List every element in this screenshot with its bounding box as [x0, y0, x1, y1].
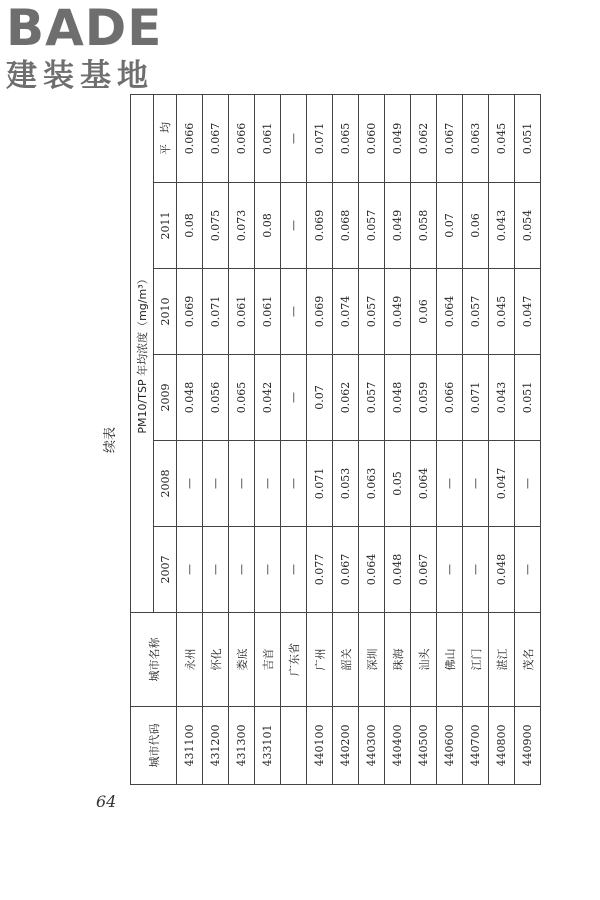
- header-city-code: 城市代码: [131, 707, 177, 785]
- value-cell: 0.065: [229, 355, 255, 441]
- value-cell: 0.051: [515, 94, 541, 182]
- rotated-table-area: [100, 95, 535, 785]
- page-number: 64: [96, 792, 117, 811]
- city-name-cell: 广东省: [281, 613, 307, 707]
- header-year: 2011: [154, 183, 177, 269]
- value-cell: 0.043: [489, 183, 515, 269]
- value-cell: 0.068: [333, 183, 359, 269]
- value-cell: 0.073: [229, 183, 255, 269]
- city-code-cell: 440600: [437, 707, 463, 785]
- bade-logo: [0, 0, 180, 100]
- value-cell: 0.064: [411, 441, 437, 527]
- table-row: [307, 94, 333, 784]
- value-cell: —: [281, 269, 307, 355]
- header-year: 2008: [154, 441, 177, 527]
- city-name-cell: 江门: [463, 613, 489, 707]
- city-name-cell: 深圳: [359, 613, 385, 707]
- value-cell: 0.048: [385, 527, 411, 613]
- header-pm10-group: PM10/TSP 年均浓度（mg/m³）: [131, 94, 154, 612]
- value-cell: 0.071: [463, 355, 489, 441]
- city-name-cell: 永州: [177, 613, 203, 707]
- city-code-cell: 440200: [333, 707, 359, 785]
- value-cell: 0.061: [229, 269, 255, 355]
- city-code-cell: [281, 707, 307, 785]
- table-row: [489, 94, 515, 784]
- value-cell: —: [463, 527, 489, 613]
- value-cell: —: [177, 441, 203, 527]
- value-cell: 0.06: [463, 183, 489, 269]
- city-code-cell: 440400: [385, 707, 411, 785]
- value-cell: 0.043: [489, 355, 515, 441]
- table-row: [229, 94, 255, 784]
- city-name-cell: 湛江: [489, 613, 515, 707]
- value-cell: 0.08: [177, 183, 203, 269]
- value-cell: 0.045: [489, 94, 515, 182]
- table-row: [333, 94, 359, 784]
- value-cell: 0.066: [437, 355, 463, 441]
- logo-subtitle: 建装基地: [6, 58, 154, 94]
- value-cell: —: [281, 94, 307, 182]
- value-cell: 0.07: [437, 183, 463, 269]
- value-cell: 0.08: [255, 183, 281, 269]
- city-code-cell: 433101: [255, 707, 281, 785]
- value-cell: —: [255, 527, 281, 613]
- table-row: [203, 94, 229, 784]
- value-cell: 0.071: [307, 94, 333, 182]
- city-name-cell: 茂名: [515, 613, 541, 707]
- table-row: [437, 94, 463, 784]
- value-cell: 0.057: [359, 355, 385, 441]
- value-cell: 0.071: [203, 269, 229, 355]
- value-cell: 0.061: [255, 94, 281, 182]
- value-cell: —: [229, 441, 255, 527]
- value-cell: —: [203, 441, 229, 527]
- value-cell: 0.060: [359, 94, 385, 182]
- city-code-cell: 440100: [307, 707, 333, 785]
- header-city-name: 城市名称: [131, 613, 177, 707]
- value-cell: 0.053: [333, 441, 359, 527]
- city-name-cell: 韶关: [333, 613, 359, 707]
- value-cell: 0.067: [203, 94, 229, 182]
- city-code-cell: 440800: [489, 707, 515, 785]
- value-cell: 0.049: [385, 269, 411, 355]
- city-code-cell: 431300: [229, 707, 255, 785]
- value-cell: 0.048: [177, 355, 203, 441]
- value-cell: 0.049: [385, 183, 411, 269]
- value-cell: 0.047: [515, 269, 541, 355]
- city-name-cell: 珠海: [385, 613, 411, 707]
- rotated-content: [100, 95, 535, 785]
- value-cell: 0.071: [307, 441, 333, 527]
- value-cell: —: [281, 183, 307, 269]
- value-cell: 0.064: [437, 269, 463, 355]
- value-cell: 0.062: [411, 94, 437, 182]
- value-cell: 0.069: [307, 183, 333, 269]
- city-name-cell: 娄底: [229, 613, 255, 707]
- value-cell: 0.07: [307, 355, 333, 441]
- city-code-cell: 440500: [411, 707, 437, 785]
- value-cell: 0.057: [463, 269, 489, 355]
- city-name-cell: 汕头: [411, 613, 437, 707]
- city-name-cell: 吉首: [255, 613, 281, 707]
- value-cell: —: [281, 355, 307, 441]
- value-cell: —: [229, 527, 255, 613]
- value-cell: 0.059: [411, 355, 437, 441]
- value-cell: 0.049: [385, 94, 411, 182]
- value-cell: —: [281, 527, 307, 613]
- table-row: [177, 94, 203, 784]
- continued-caption: 续表: [103, 427, 118, 454]
- value-cell: 0.067: [437, 94, 463, 182]
- value-cell: —: [515, 441, 541, 527]
- header-year: 平 均: [154, 94, 177, 182]
- value-cell: 0.067: [333, 527, 359, 613]
- value-cell: 0.065: [333, 94, 359, 182]
- value-cell: 0.054: [515, 183, 541, 269]
- value-cell: 0.064: [359, 527, 385, 613]
- table-row: [515, 94, 541, 784]
- value-cell: 0.048: [489, 527, 515, 613]
- pm10-table: [130, 94, 541, 785]
- value-cell: 0.06: [411, 269, 437, 355]
- value-cell: 0.069: [177, 269, 203, 355]
- table-row: [411, 94, 437, 784]
- value-cell: 0.058: [411, 183, 437, 269]
- value-cell: 0.047: [489, 441, 515, 527]
- city-code-cell: 440300: [359, 707, 385, 785]
- table-row: [385, 94, 411, 784]
- value-cell: 0.063: [359, 441, 385, 527]
- table-row: [359, 94, 385, 784]
- table-body: [177, 94, 541, 784]
- value-cell: 0.077: [307, 527, 333, 613]
- value-cell: 0.061: [255, 269, 281, 355]
- value-cell: 0.062: [333, 355, 359, 441]
- value-cell: 0.042: [255, 355, 281, 441]
- header-year: 2009: [154, 355, 177, 441]
- value-cell: 0.066: [229, 94, 255, 182]
- value-cell: 0.057: [359, 183, 385, 269]
- city-name-cell: 佛山: [437, 613, 463, 707]
- value-cell: —: [437, 527, 463, 613]
- value-cell: —: [177, 527, 203, 613]
- city-code-cell: 440900: [515, 707, 541, 785]
- value-cell: —: [515, 527, 541, 613]
- table-row: [281, 94, 307, 784]
- value-cell: —: [463, 441, 489, 527]
- city-name-cell: 广州: [307, 613, 333, 707]
- city-name-cell: 怀化: [203, 613, 229, 707]
- table-row: [463, 94, 489, 784]
- value-cell: —: [281, 441, 307, 527]
- value-cell: 0.063: [463, 94, 489, 182]
- header-year: 2007: [154, 527, 177, 613]
- value-cell: 0.051: [515, 355, 541, 441]
- city-code-cell: 431100: [177, 707, 203, 785]
- header-year: 2010: [154, 269, 177, 355]
- value-cell: 0.057: [359, 269, 385, 355]
- value-cell: 0.066: [177, 94, 203, 182]
- value-cell: —: [437, 441, 463, 527]
- value-cell: 0.045: [489, 269, 515, 355]
- value-cell: 0.074: [333, 269, 359, 355]
- value-cell: 0.069: [307, 269, 333, 355]
- value-cell: 0.048: [385, 355, 411, 441]
- value-cell: 0.05: [385, 441, 411, 527]
- value-cell: 0.056: [203, 355, 229, 441]
- value-cell: 0.075: [203, 183, 229, 269]
- value-cell: —: [203, 527, 229, 613]
- table-row: [255, 94, 281, 784]
- city-code-cell: 431200: [203, 707, 229, 785]
- value-cell: 0.067: [411, 527, 437, 613]
- logo-wordmark: BADE: [6, 0, 163, 57]
- city-code-cell: 440700: [463, 707, 489, 785]
- value-cell: —: [255, 441, 281, 527]
